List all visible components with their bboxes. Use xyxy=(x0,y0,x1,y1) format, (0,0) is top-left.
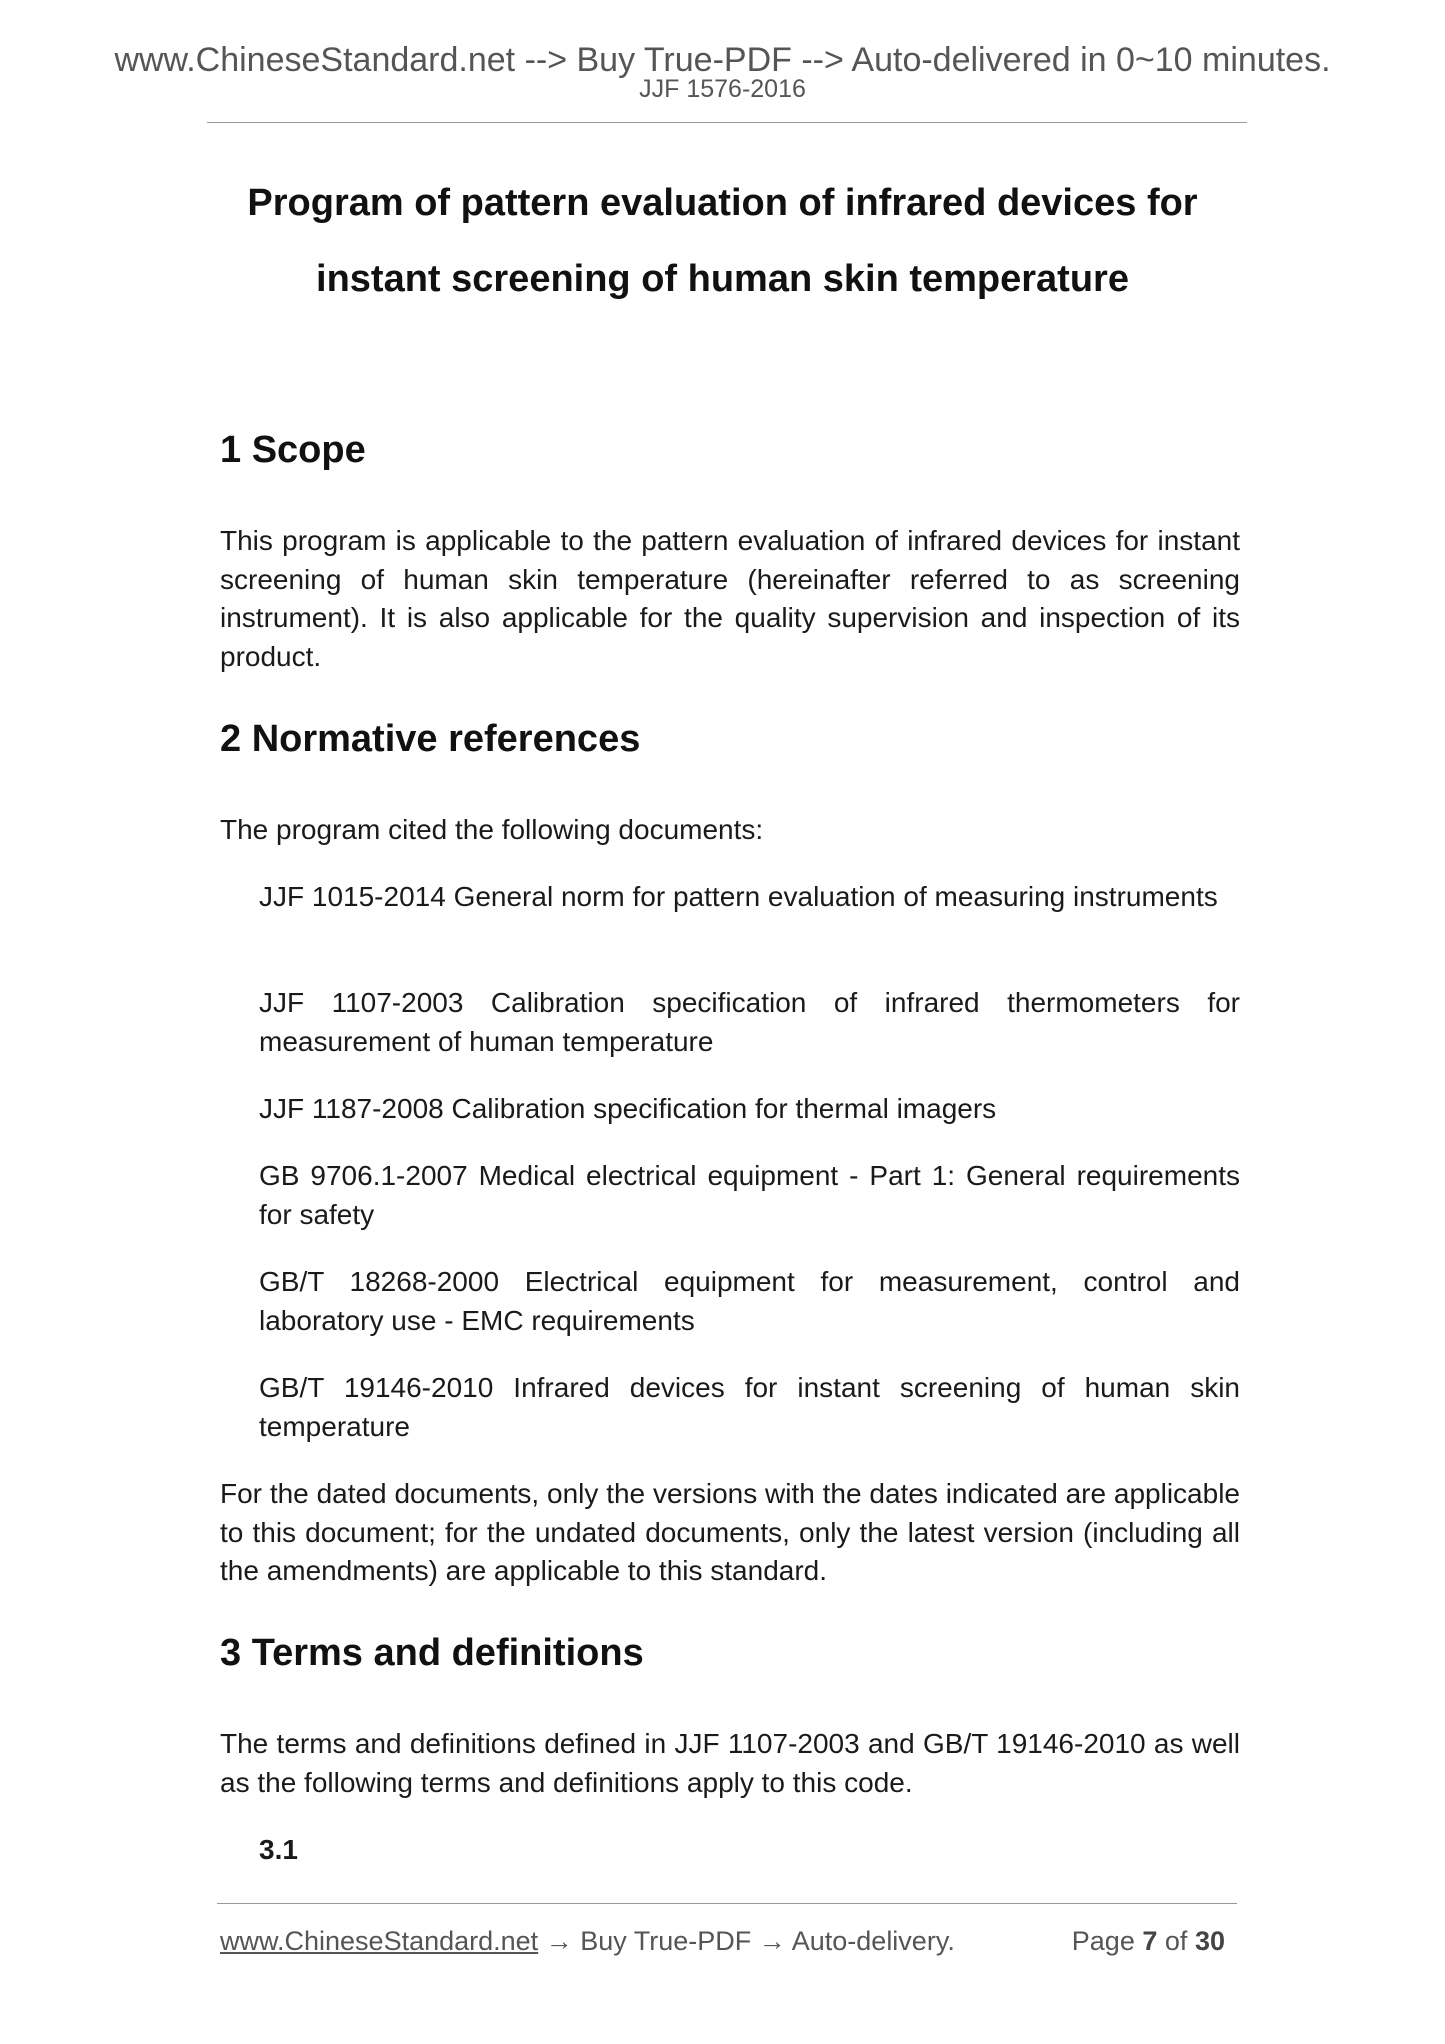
section-2-closing: For the dated documents, only the versions with the dates indicated are applicable to this document; for the undated documents, only the latest version (including all the amendments) are applicable to this standard. xyxy=(220,1478,1240,1586)
title-line-2: instant screening of human skin temperature xyxy=(316,258,1129,300)
page-indicator xyxy=(1072,1924,1225,1958)
reference-item: JJF 1015-2014 General norm for pattern evaluation of measuring instruments xyxy=(259,881,1218,912)
of-label: of xyxy=(1164,1926,1188,1956)
subsection-number: 3.1 xyxy=(259,1834,298,1865)
reference-item: JJF 1187-2008 Calibration specification for thermal imagers xyxy=(259,1093,997,1124)
reference-item: JJF 1107-2003 Calibration specification of infrared thermometers for measurement of human temperature xyxy=(259,987,1240,1057)
section-3-paragraph: The terms and definitions defined in JJF 1107-2003 and GB/T 19146-2010 as well as the following terms and definitions apply to this code. xyxy=(220,1728,1240,1798)
footer-site-link[interactable]: www.ChineseStandard.net xyxy=(220,1926,539,1956)
section-1-heading: 1 Scope xyxy=(220,429,366,471)
footer-promo xyxy=(220,1924,955,1958)
reference-item: GB 9706.1-2007 Medical electrical equipment - Part 1: General requirements for safety xyxy=(259,1160,1240,1230)
reference-item: GB/T 18268-2000 Electrical equipment for measurement, control and laboratory use - EMC requirements xyxy=(259,1266,1240,1336)
reference-item: GB/T 19146-2010 Infrared devices for instant screening of human skin temperature xyxy=(259,1372,1240,1442)
document-title xyxy=(0,165,1445,317)
section-3-heading: 3 Terms and definitions xyxy=(220,1632,644,1674)
current-page-number: 7 xyxy=(1142,1926,1158,1956)
section-2-heading: 2 Normative references xyxy=(220,718,641,760)
section-2-intro: The program cited the following documents: xyxy=(220,814,764,845)
header-divider xyxy=(207,122,1247,123)
document-number: JJF 1576-2016 xyxy=(639,75,806,103)
section-1-paragraph: This program is applicable to the pattern evaluation of infrared devices for instant screening of human skin temperature (hereinafter referred to as screening instrument). It is also applicable for the quality supervision and inspection of its product. xyxy=(220,525,1240,672)
footer-divider xyxy=(217,1903,1237,1904)
title-line-1: Program of pattern evaluation of infrared devices for xyxy=(247,182,1198,224)
page-label: Page xyxy=(1071,1926,1135,1956)
header-banner: www.ChineseStandard.net --> Buy True-PDF --> Auto-delivered in 0~10 minutes. xyxy=(114,41,1331,79)
footer-tagline: → Buy True-PDF → Auto-delivery. xyxy=(538,1926,955,1956)
total-pages-number: 30 xyxy=(1194,1926,1225,1956)
